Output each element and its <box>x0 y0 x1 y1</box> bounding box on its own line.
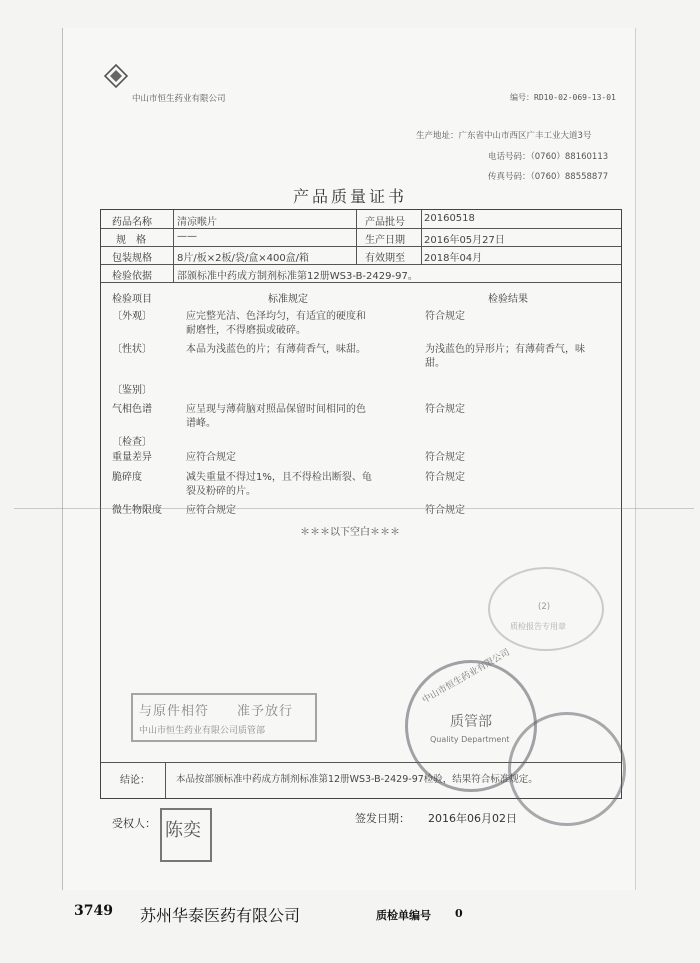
signature-text: 陈奕 <box>165 820 201 841</box>
company-name: 中山市恒生药业有限公司 <box>132 94 226 104</box>
character-label: 〔性状〕 <box>112 344 152 355</box>
appearance-std-2: 耐磨性，不得磨损或破碎。 <box>186 325 306 336</box>
drug-name-value: 清凉喉片 <box>177 217 217 228</box>
authorized-label: 受权人： <box>112 817 156 830</box>
fax: 传真号码：（0760）88558877 <box>488 172 609 182</box>
microbe-result: 符合规定 <box>425 505 465 516</box>
copy-stamp <box>131 693 317 742</box>
col-standard: 标准规定 <box>268 294 308 305</box>
footer-qc-label: 质检单编号 <box>376 909 431 922</box>
basis-label: 检验依据 <box>112 271 152 282</box>
footer-company: 苏州华泰医药有限公司 <box>140 906 301 925</box>
doc-number: 编号：RD10-02-069-13-01 <box>510 93 616 102</box>
footer-number: 3749 <box>74 903 113 919</box>
col-item: 检验项目 <box>112 294 152 305</box>
weight-result: 符合规定 <box>425 452 465 463</box>
character-std: 本品为浅蓝色的片；有薄荷香气，味甜。 <box>186 344 366 355</box>
conclusion-text: 本品按部颁标准中药成方制剂标准第12册WS3-B-2429-97检验，结果符合标准规定。 <box>176 774 538 785</box>
qa-stamp-en: Quality Department <box>430 735 510 744</box>
col-result: 检验结果 <box>488 294 528 305</box>
friability-std-1: 减失重量不得过1%，且不得检出断裂、龟 <box>186 472 372 483</box>
spec-label: 规 格 <box>116 235 146 246</box>
friability-label: 脆碎度 <box>112 472 142 483</box>
package-label: 包装规格 <box>112 253 152 264</box>
character-result-2: 甜。 <box>425 358 445 369</box>
conclusion-label: 结论： <box>120 775 150 786</box>
microbe-std: 应符合规定 <box>186 505 236 516</box>
blank-marker: ＊＊＊以下空白＊＊＊ <box>300 527 400 538</box>
batch-value: 20160518 <box>424 213 475 224</box>
gc-std-2: 谱峰。 <box>186 418 216 429</box>
appearance-label: 〔外观〕 <box>112 311 152 322</box>
appearance-std-1: 应完整光洁、色泽均匀，有适宜的硬度和 <box>186 311 366 322</box>
friability-std-2: 裂及粉碎的片。 <box>186 486 256 497</box>
qa-stamp-center: 质管部 <box>450 714 492 730</box>
expiry-label: 有效期至 <box>365 253 405 264</box>
qa-stamp-overlap <box>508 712 626 826</box>
batch-label: 产品批号 <box>365 217 405 228</box>
gc-std-1: 应呈现与薄荷脑对照品保留时间相同的色 <box>186 404 366 415</box>
footer-qc-value: 0 <box>455 907 463 920</box>
scan-line <box>14 508 694 509</box>
weight-label: 重量差异 <box>112 452 152 463</box>
microbe-label: 微生物限度 <box>112 505 162 516</box>
gc-result: 符合规定 <box>425 404 465 415</box>
friability-result: 符合规定 <box>425 472 465 483</box>
spec-value: —— <box>177 231 197 242</box>
identification-label: 〔鉴别〕 <box>112 385 152 396</box>
qc-stamp-center: (2) <box>538 602 551 612</box>
copy-stamp-line2: 中山市恒生药业有限公司质管部 <box>139 726 266 736</box>
phone: 电话号码：（0760）88160113 <box>488 152 609 162</box>
qc-stamp-bottom: 质检报告专用章 <box>510 622 566 631</box>
issue-date-label: 签发日期： <box>355 812 410 825</box>
qa-stamp-ring: 中山市恒生药业有限公司 <box>420 647 512 706</box>
weight-std: 应符合规定 <box>186 452 236 463</box>
expiry-value: 2018年04月 <box>424 253 483 264</box>
drug-name-label: 药品名称 <box>112 217 152 228</box>
signature-stamp <box>160 808 212 862</box>
mfg-date-label: 生产日期 <box>365 235 405 246</box>
page-title: 产品质量证书 <box>292 187 407 206</box>
gc-label: 气相色谱 <box>112 404 152 415</box>
qc-stamp <box>488 567 604 651</box>
package-value: 8片/板×2板/袋/盒×400盒/箱 <box>177 253 310 264</box>
character-result-1: 为浅蓝色的异形片；有薄荷香气，味 <box>425 344 585 355</box>
mfg-date-value: 2016年05月27日 <box>424 235 505 246</box>
appearance-result: 符合规定 <box>425 311 465 322</box>
company-logo-icon <box>104 64 128 88</box>
basis-value: 部颁标准中药成方制剂标准第12册WS3-B-2429-97。 <box>177 271 418 282</box>
inspection-label: 〔检查〕 <box>112 437 152 448</box>
address: 生产地址：广东省中山市西区广丰工业大道3号 <box>416 131 592 141</box>
copy-stamp-line1: 与原件相符 准予放行 <box>139 704 294 719</box>
issue-date: 2016年06月02日 <box>428 812 517 825</box>
